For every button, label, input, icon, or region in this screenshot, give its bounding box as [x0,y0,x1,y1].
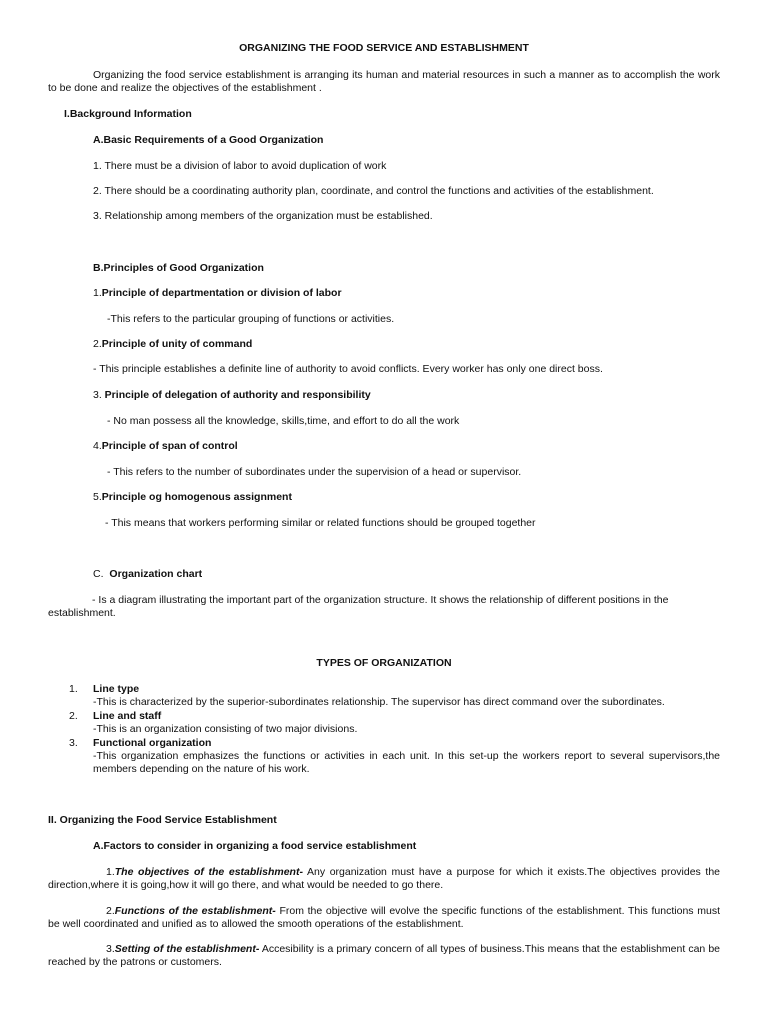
principle-title: Principle of unity of command [101,338,253,350]
factor-number: 1. [106,866,115,878]
section-1a-heading: A.Basic Requirements of a Good Organization [93,134,324,146]
principle-title: Principle of departmentation or division of labor [101,287,342,299]
principle-number: 2. [93,338,102,350]
principle-1-description: -This refers to the particular grouping of functions or activities. [107,313,395,325]
intro-paragraph: Organizing the food service establishment is arranging its human and material resources in such a manner as to accomplish the work to be done and realize the objectives of the establishment . [48,69,720,94]
principle-5-description: - This means that workers performing similar or related functions should be grouped together [105,517,536,529]
factor-number: 3. [106,943,115,955]
principle-title: Principle of span of control [101,440,238,452]
type-2-number: 2. [69,710,78,722]
requirement-item-2: 2. There should be a coordinating authority plan, coordinate, and control the functions and activities of the establishment. [93,185,654,197]
factor-description: From the objective will evolve the specific functions of the establishment. This functions must be well coordinated and unified as to allowed the smooth operations of the establishment. [48,905,720,930]
factor-title: The objectives of the establishment- [114,866,303,878]
principle-4-heading [93,440,238,453]
factor-2-paragraph [48,905,720,931]
principle-number: 5. [93,491,102,503]
factor-description: Any organization must have a purpose for which it exists.The objectives provides the direction,where it is going,how it will go there, and what would be needed to go there. [48,866,721,891]
principle-title: Principle of delegation of authority and responsibility [101,389,371,401]
type-2-description: -This is an organization consisting of two major divisions. [93,723,358,735]
principle-number: 1. [93,287,102,299]
requirement-item-3: 3. Relationship among members of the organization must be established. [93,210,433,222]
factor-1-paragraph [48,866,720,892]
principle-number: 4. [93,440,102,452]
factor-title: Functions of the establishment- [114,905,276,917]
type-3-number: 3. [69,737,78,749]
factor-3-paragraph [48,943,720,969]
section-1c-heading [93,568,202,581]
type-3-title: Functional organization [93,737,212,749]
organization-chart-description: - Is a diagram illustrating the important part of the organization structure. It shows the relationship of different positions in the establishment. [48,594,669,619]
principle-4-description: - This refers to the number of subordinates under the supervision of a head or supervisor. [107,466,522,478]
section-1-heading: I.Background Information [64,108,192,120]
section-2a-heading: A.Factors to consider in organizing a food service establishment [93,840,417,852]
type-2-title: Line and staff [93,710,162,722]
factor-number: 2. [106,905,115,917]
type-1-number: 1. [69,683,78,695]
type-1-description: -This is characterized by the superior-subordinates relationship. The supervisor has direct command over the subordinates. [93,696,665,708]
principle-1-heading [93,287,342,300]
principle-2-heading [93,338,252,351]
type-1-title: Line type [93,683,140,695]
principle-2-description: - This principle establishes a definite line of authority to avoid conflicts. Every worker has only one direct boss. [93,363,603,375]
principle-title: Principle og homogenous assignment [101,491,292,503]
requirement-item-1: 1. There must be a division of labor to avoid duplication of work [93,160,387,172]
section-1c-title: Organization chart [109,568,203,580]
section-1b-heading: B.Principles of Good Organization [93,262,264,274]
principle-5-heading [93,491,292,504]
section-2-heading: II. Organizing the Food Service Establishment [48,814,277,826]
factor-title: Setting of the establishment- [114,943,260,955]
types-heading: TYPES OF ORGANIZATION [316,657,452,669]
principle-3-heading [93,389,371,402]
type-3-description: -This organization emphasizes the functions or activities in each unit. In this set-up the workers report to several supervisors,the members depending on the nature of his work. [93,750,720,775]
principle-3-description: - No man possess all the knowledge, skills,time, and effort to do all the work [107,415,460,427]
document-title: ORGANIZING THE FOOD SERVICE AND ESTABLISHMENT [239,42,529,54]
principle-number: 3. [93,389,102,401]
section-1c-label: C. [93,568,104,580]
factor-description: Accesibility is a primary concern of all types of business.This means that the establishment can be reached by the patrons or customers. [48,943,721,968]
